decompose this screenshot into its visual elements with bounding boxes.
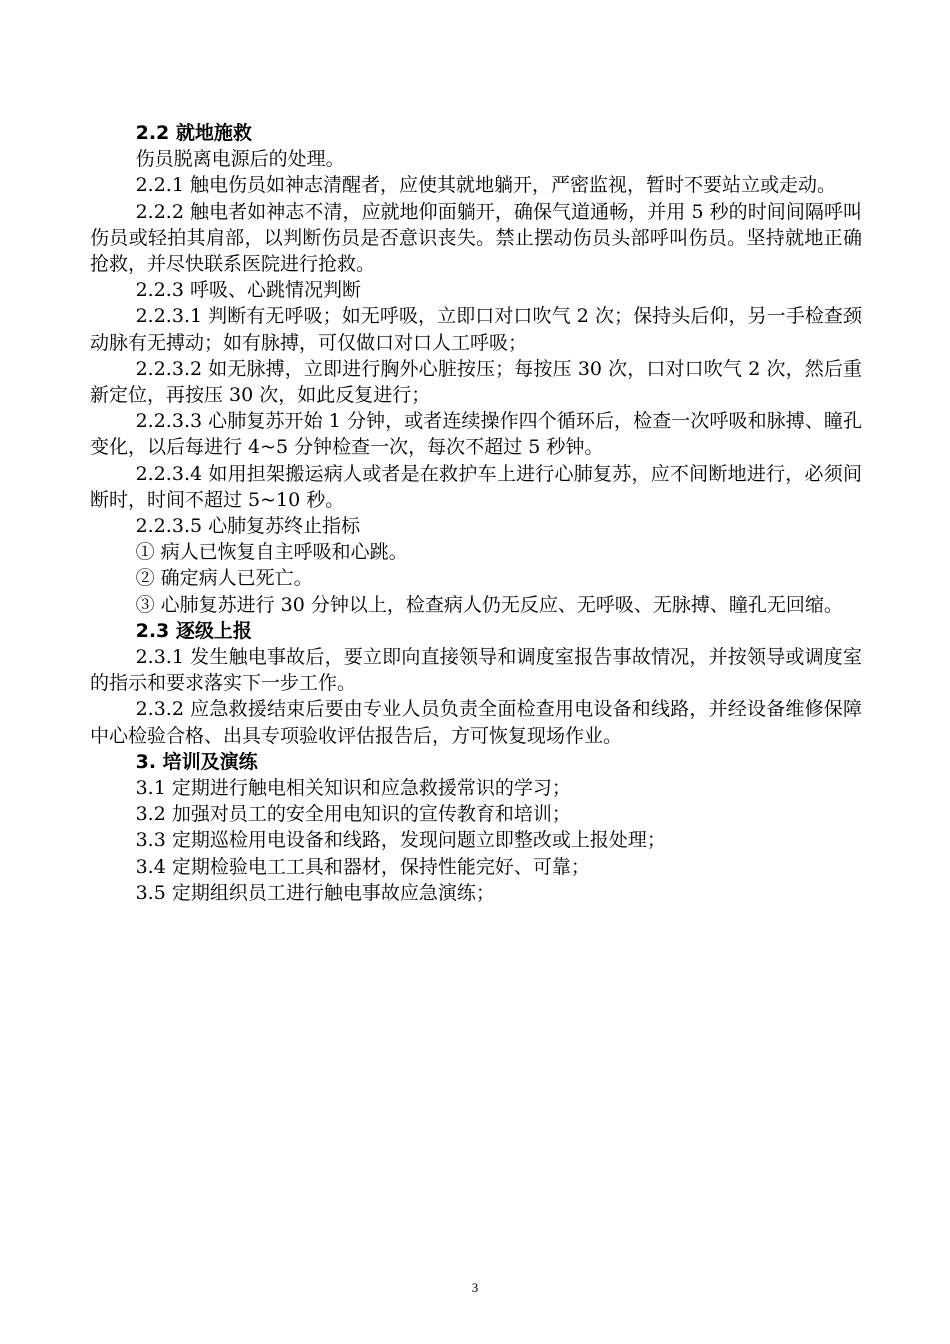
document-body — [90, 120, 862, 906]
paragraph: 2.2.1 触电伤员如神志清醒者，应使其就地躺开，严密监视，暂时不要站立或走动。 — [135, 174, 836, 197]
page-number: 3 — [471, 1280, 479, 1295]
list-item: 3.2 加强对员工的安全用电知识的宣传教育和培训； — [135, 803, 571, 826]
list-item: ② 确定病人已死亡。 — [135, 567, 313, 590]
section-heading: 2.2 就地施救 — [135, 122, 252, 144]
list-item: ③ 心肺复苏进行 30 分钟以上，检查病人仍无反应、无呼吸、无脉搏、瞳孔无回缩。 — [135, 593, 843, 616]
list-item: 3.3 定期巡检用电设备和线路，发现问题立即整改或上报处理； — [135, 829, 666, 852]
list-item: ① 病人已恢复自主呼吸和心跳。 — [135, 541, 408, 564]
paragraph: 2.2.3 呼吸、心跳情况判断 — [135, 279, 361, 302]
list-item: 3.5 定期组织员工进行触电事故应急演练； — [135, 881, 495, 904]
list-item: 3.1 定期进行触电相关知识和应急救援常识的学习； — [135, 777, 571, 800]
list-item: 3.4 定期检验电工工具和器材，保持性能完好、可靠； — [135, 855, 590, 878]
paragraph: 伤员脱离电源后的处理。 — [135, 148, 345, 171]
paragraph: 2.3.1 发生触电事故后，要立即向直接领导和调度室报告事故情况，并按领导或调度室的指示和要求落实下一步工作。 — [90, 646, 862, 695]
paragraph: 2.2.3.3 心肺复苏开始 1 分钟，或者连续操作四个循环后，检查一次呼吸和脉搏、瞳孔变化，以后每进行 4~5 分钟检查一次，每次不超过 5 秒钟。 — [90, 410, 862, 459]
section-heading: 3. 培训及演练 — [135, 750, 258, 773]
paragraph: 2.2.3.5 心肺复苏终止指标 — [135, 515, 361, 538]
paragraph: 2.2.2 触电者如神志不清，应就地仰面躺开，确保气道通畅，并用 5 秒的时间间隔呼叫伤员或轻拍其肩部，以判断伤员是否意识丧失。禁止摆动伤员头部呼叫伤员。坚持就地正确抢救，并尽快联系医院进行抢救。 — [90, 200, 862, 276]
paragraph: 2.2.3.4 如用担架搬运病人或者是在救护车上进行心肺复苏，应不间断地进行，必须间断时，时间不超过 5~10 秒。 — [90, 462, 862, 511]
paragraph: 2.2.3.1 判断有无呼吸；如无呼吸，立即口对口吹气 2 次；保持头后仰，另一手检查颈动脉有无搏动；如有脉搏，可仅做口对口人工呼吸； — [90, 305, 862, 354]
paragraph: 2.3.2 应急救援结束后要由专业人员负责全面检查用电设备和线路，并经设备维修保障中心检验合格、出具专项验收评估报告后，方可恢复现场作业。 — [90, 698, 862, 747]
paragraph: 2.2.3.2 如无脉搏，立即进行胸外心脏按压；每按压 30 次，口对口吹气 2 次，然后重新定位，再按压 30 次，如此反复进行； — [90, 357, 862, 407]
section-heading: 2.3 逐级上报 — [135, 619, 252, 642]
